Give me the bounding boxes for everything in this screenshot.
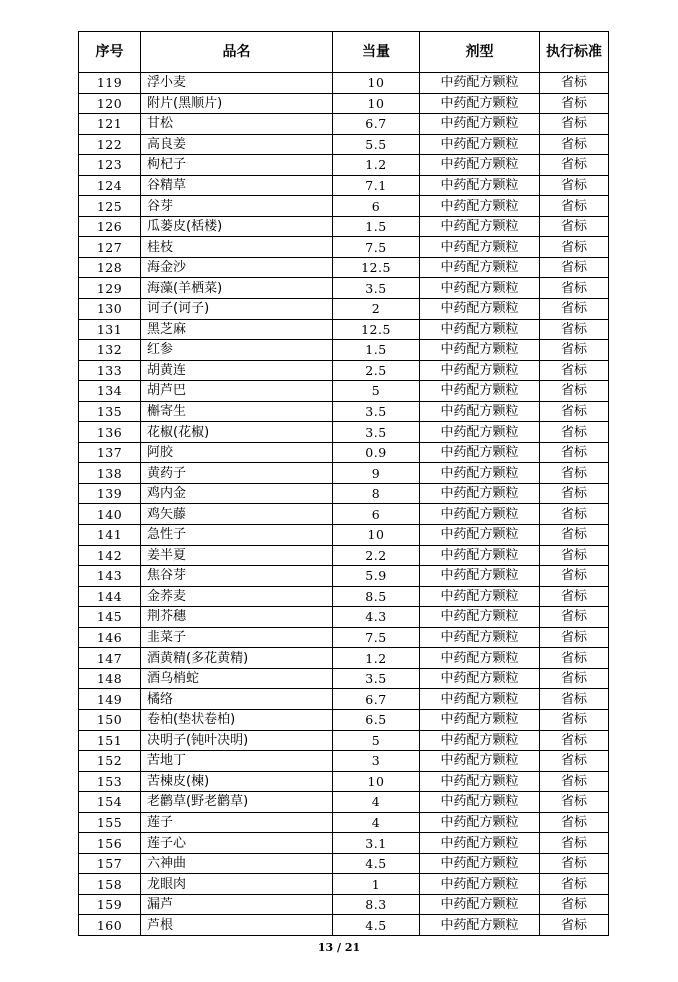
table-row bbox=[79, 216, 609, 237]
cell-name: 枸杞子 bbox=[141, 155, 333, 176]
cell-standard: 省标 bbox=[540, 812, 609, 833]
cell-dosage-form: 中药配方颗粒 bbox=[420, 833, 540, 854]
table-row bbox=[79, 627, 609, 648]
cell-standard: 省标 bbox=[540, 216, 609, 237]
cell-equivalent: 10 bbox=[333, 73, 420, 94]
table-row bbox=[79, 545, 609, 566]
cell-standard: 省标 bbox=[540, 175, 609, 196]
cell-equivalent: 4.5 bbox=[333, 853, 420, 874]
table-row bbox=[79, 689, 609, 710]
cell-equivalent: 5.5 bbox=[333, 134, 420, 155]
table-row bbox=[79, 483, 609, 504]
cell-dosage-form: 中药配方颗粒 bbox=[420, 915, 540, 936]
table-body bbox=[79, 73, 609, 936]
cell-equivalent: 2.2 bbox=[333, 545, 420, 566]
cell-name: 瓜蒌皮(栝楼) bbox=[141, 216, 333, 237]
cell-name: 急性子 bbox=[141, 525, 333, 546]
table-row bbox=[79, 853, 609, 874]
cell-name: 花椒(花椒) bbox=[141, 422, 333, 443]
cell-name: 胡黄连 bbox=[141, 360, 333, 381]
cell-index: 149 bbox=[79, 689, 141, 710]
cell-standard: 省标 bbox=[540, 196, 609, 217]
cell-index: 150 bbox=[79, 709, 141, 730]
cell-standard: 省标 bbox=[540, 545, 609, 566]
cell-dosage-form: 中药配方颗粒 bbox=[420, 278, 540, 299]
cell-equivalent: 10 bbox=[333, 525, 420, 546]
table-row bbox=[79, 196, 609, 217]
cell-equivalent: 3 bbox=[333, 751, 420, 772]
cell-index: 141 bbox=[79, 525, 141, 546]
cell-equivalent: 5 bbox=[333, 730, 420, 751]
table-row bbox=[79, 812, 609, 833]
table-row bbox=[79, 114, 609, 135]
cell-equivalent: 2.5 bbox=[333, 360, 420, 381]
table-row bbox=[79, 792, 609, 813]
cell-dosage-form: 中药配方颗粒 bbox=[420, 134, 540, 155]
cell-standard: 省标 bbox=[540, 792, 609, 813]
cell-dosage-form: 中药配方颗粒 bbox=[420, 689, 540, 710]
cell-index: 135 bbox=[79, 401, 141, 422]
header-standard: 执行标准 bbox=[540, 32, 609, 73]
cell-index: 148 bbox=[79, 668, 141, 689]
cell-standard: 省标 bbox=[540, 360, 609, 381]
cell-index: 140 bbox=[79, 504, 141, 525]
cell-index: 157 bbox=[79, 853, 141, 874]
cell-standard: 省标 bbox=[540, 381, 609, 402]
cell-standard: 省标 bbox=[540, 771, 609, 792]
cell-standard: 省标 bbox=[540, 73, 609, 94]
cell-equivalent: 3.5 bbox=[333, 422, 420, 443]
cell-name: 莲子心 bbox=[141, 833, 333, 854]
table-row bbox=[79, 463, 609, 484]
cell-name: 海金沙 bbox=[141, 257, 333, 278]
cell-standard: 省标 bbox=[540, 566, 609, 587]
cell-dosage-form: 中药配方颗粒 bbox=[420, 483, 540, 504]
table-row bbox=[79, 360, 609, 381]
table-header bbox=[79, 32, 609, 73]
cell-name: 漏芦 bbox=[141, 894, 333, 915]
cell-name: 黄药子 bbox=[141, 463, 333, 484]
cell-equivalent: 4 bbox=[333, 792, 420, 813]
cell-name: 卷柏(垫状卷柏) bbox=[141, 709, 333, 730]
cell-standard: 省标 bbox=[540, 422, 609, 443]
cell-equivalent: 5 bbox=[333, 381, 420, 402]
cell-index: 158 bbox=[79, 874, 141, 895]
cell-name: 甘松 bbox=[141, 114, 333, 135]
table-row bbox=[79, 442, 609, 463]
cell-dosage-form: 中药配方颗粒 bbox=[420, 730, 540, 751]
cell-dosage-form: 中药配方颗粒 bbox=[420, 545, 540, 566]
cell-dosage-form: 中药配方颗粒 bbox=[420, 771, 540, 792]
cell-equivalent: 1.2 bbox=[333, 648, 420, 669]
page-number: 13 / 21 bbox=[317, 941, 361, 954]
cell-equivalent: 5.9 bbox=[333, 566, 420, 587]
table-row bbox=[79, 668, 609, 689]
table-row bbox=[79, 894, 609, 915]
cell-standard: 省标 bbox=[540, 299, 609, 320]
cell-name: 胡芦巴 bbox=[141, 381, 333, 402]
cell-index: 123 bbox=[79, 155, 141, 176]
cell-index: 136 bbox=[79, 422, 141, 443]
cell-name: 谷芽 bbox=[141, 196, 333, 217]
cell-name: 酒乌梢蛇 bbox=[141, 668, 333, 689]
cell-name: 酒黄精(多花黄精) bbox=[141, 648, 333, 669]
cell-standard: 省标 bbox=[540, 730, 609, 751]
cell-dosage-form: 中药配方颗粒 bbox=[420, 607, 540, 628]
cell-equivalent: 1.5 bbox=[333, 216, 420, 237]
cell-standard: 省标 bbox=[540, 853, 609, 874]
cell-equivalent: 4 bbox=[333, 812, 420, 833]
cell-dosage-form: 中药配方颗粒 bbox=[420, 360, 540, 381]
table-row bbox=[79, 401, 609, 422]
cell-index: 133 bbox=[79, 360, 141, 381]
table-row bbox=[79, 155, 609, 176]
cell-equivalent: 3.5 bbox=[333, 401, 420, 422]
cell-equivalent: 3.5 bbox=[333, 278, 420, 299]
cell-index: 121 bbox=[79, 114, 141, 135]
cell-index: 159 bbox=[79, 894, 141, 915]
table-row bbox=[79, 93, 609, 114]
cell-standard: 省标 bbox=[540, 442, 609, 463]
cell-equivalent: 6.7 bbox=[333, 114, 420, 135]
cell-name: 阿胶 bbox=[141, 442, 333, 463]
cell-name: 鸡内金 bbox=[141, 483, 333, 504]
table-row bbox=[79, 874, 609, 895]
cell-dosage-form: 中药配方颗粒 bbox=[420, 853, 540, 874]
cell-standard: 省标 bbox=[540, 340, 609, 361]
cell-dosage-form: 中药配方颗粒 bbox=[420, 504, 540, 525]
cell-name: 决明子(钝叶决明) bbox=[141, 730, 333, 751]
cell-equivalent: 1.2 bbox=[333, 155, 420, 176]
cell-dosage-form: 中药配方颗粒 bbox=[420, 442, 540, 463]
cell-equivalent: 4.5 bbox=[333, 915, 420, 936]
cell-name: 海藻(羊栖菜) bbox=[141, 278, 333, 299]
cell-dosage-form: 中药配方颗粒 bbox=[420, 93, 540, 114]
table-row bbox=[79, 566, 609, 587]
cell-dosage-form: 中药配方颗粒 bbox=[420, 340, 540, 361]
cell-name: 姜半夏 bbox=[141, 545, 333, 566]
cell-equivalent: 4.3 bbox=[333, 607, 420, 628]
cell-name: 莲子 bbox=[141, 812, 333, 833]
cell-index: 132 bbox=[79, 340, 141, 361]
cell-name: 黑芝麻 bbox=[141, 319, 333, 340]
cell-standard: 省标 bbox=[540, 607, 609, 628]
cell-index: 129 bbox=[79, 278, 141, 299]
cell-name: 浮小麦 bbox=[141, 73, 333, 94]
cell-standard: 省标 bbox=[540, 93, 609, 114]
cell-dosage-form: 中药配方颗粒 bbox=[420, 319, 540, 340]
cell-index: 153 bbox=[79, 771, 141, 792]
header-row bbox=[79, 32, 609, 73]
cell-equivalent: 12.5 bbox=[333, 257, 420, 278]
table-row bbox=[79, 134, 609, 155]
cell-standard: 省标 bbox=[540, 627, 609, 648]
cell-equivalent: 6 bbox=[333, 196, 420, 217]
cell-name: 金荞麦 bbox=[141, 586, 333, 607]
cell-name: 六神曲 bbox=[141, 853, 333, 874]
cell-dosage-form: 中药配方颗粒 bbox=[420, 237, 540, 258]
cell-equivalent: 7.5 bbox=[333, 627, 420, 648]
cell-name: 荆芥穗 bbox=[141, 607, 333, 628]
cell-name: 高良姜 bbox=[141, 134, 333, 155]
cell-standard: 省标 bbox=[540, 874, 609, 895]
table-row bbox=[79, 278, 609, 299]
cell-equivalent: 9 bbox=[333, 463, 420, 484]
cell-dosage-form: 中药配方颗粒 bbox=[420, 668, 540, 689]
cell-name: 红参 bbox=[141, 340, 333, 361]
header-dosage-form: 剂型 bbox=[420, 32, 540, 73]
cell-standard: 省标 bbox=[540, 668, 609, 689]
drug-table bbox=[78, 31, 609, 936]
cell-index: 130 bbox=[79, 299, 141, 320]
cell-equivalent: 8 bbox=[333, 483, 420, 504]
table-row bbox=[79, 504, 609, 525]
header-index: 序号 bbox=[79, 32, 141, 73]
table-row bbox=[79, 709, 609, 730]
cell-dosage-form: 中药配方颗粒 bbox=[420, 792, 540, 813]
cell-standard: 省标 bbox=[540, 155, 609, 176]
cell-equivalent: 1 bbox=[333, 874, 420, 895]
cell-name: 苦地丁 bbox=[141, 751, 333, 772]
cell-standard: 省标 bbox=[540, 237, 609, 258]
cell-index: 160 bbox=[79, 915, 141, 936]
cell-name: 谷精草 bbox=[141, 175, 333, 196]
table-row bbox=[79, 586, 609, 607]
cell-name: 附片(黑顺片) bbox=[141, 93, 333, 114]
cell-index: 154 bbox=[79, 792, 141, 813]
cell-dosage-form: 中药配方颗粒 bbox=[420, 894, 540, 915]
cell-equivalent: 7.5 bbox=[333, 237, 420, 258]
cell-dosage-form: 中药配方颗粒 bbox=[420, 586, 540, 607]
cell-dosage-form: 中药配方颗粒 bbox=[420, 196, 540, 217]
cell-dosage-form: 中药配方颗粒 bbox=[420, 114, 540, 135]
cell-name: 韭菜子 bbox=[141, 627, 333, 648]
cell-standard: 省标 bbox=[540, 648, 609, 669]
cell-dosage-form: 中药配方颗粒 bbox=[420, 422, 540, 443]
cell-index: 146 bbox=[79, 627, 141, 648]
cell-standard: 省标 bbox=[540, 401, 609, 422]
cell-standard: 省标 bbox=[540, 709, 609, 730]
table-row bbox=[79, 319, 609, 340]
cell-dosage-form: 中药配方颗粒 bbox=[420, 381, 540, 402]
cell-name: 桂枝 bbox=[141, 237, 333, 258]
table-row bbox=[79, 607, 609, 628]
cell-standard: 省标 bbox=[540, 483, 609, 504]
table-row bbox=[79, 257, 609, 278]
cell-equivalent: 10 bbox=[333, 93, 420, 114]
cell-index: 143 bbox=[79, 566, 141, 587]
cell-standard: 省标 bbox=[540, 504, 609, 525]
cell-index: 124 bbox=[79, 175, 141, 196]
table-row bbox=[79, 771, 609, 792]
cell-name: 苦楝皮(楝) bbox=[141, 771, 333, 792]
cell-dosage-form: 中药配方颗粒 bbox=[420, 648, 540, 669]
table-row bbox=[79, 525, 609, 546]
cell-dosage-form: 中药配方颗粒 bbox=[420, 216, 540, 237]
cell-standard: 省标 bbox=[540, 833, 609, 854]
cell-equivalent: 3.1 bbox=[333, 833, 420, 854]
cell-name: 诃子(诃子) bbox=[141, 299, 333, 320]
cell-index: 151 bbox=[79, 730, 141, 751]
cell-index: 147 bbox=[79, 648, 141, 669]
cell-index: 155 bbox=[79, 812, 141, 833]
cell-dosage-form: 中药配方颗粒 bbox=[420, 566, 540, 587]
table-row bbox=[79, 648, 609, 669]
cell-index: 139 bbox=[79, 483, 141, 504]
cell-dosage-form: 中药配方颗粒 bbox=[420, 401, 540, 422]
cell-index: 126 bbox=[79, 216, 141, 237]
cell-equivalent: 0.9 bbox=[333, 442, 420, 463]
cell-index: 120 bbox=[79, 93, 141, 114]
cell-equivalent: 12.5 bbox=[333, 319, 420, 340]
cell-equivalent: 6.5 bbox=[333, 709, 420, 730]
cell-equivalent: 7.1 bbox=[333, 175, 420, 196]
cell-standard: 省标 bbox=[540, 114, 609, 135]
cell-equivalent: 10 bbox=[333, 771, 420, 792]
cell-equivalent: 2 bbox=[333, 299, 420, 320]
cell-equivalent: 3.5 bbox=[333, 668, 420, 689]
cell-equivalent: 1.5 bbox=[333, 340, 420, 361]
cell-equivalent: 6.7 bbox=[333, 689, 420, 710]
cell-standard: 省标 bbox=[540, 278, 609, 299]
cell-dosage-form: 中药配方颗粒 bbox=[420, 874, 540, 895]
cell-index: 125 bbox=[79, 196, 141, 217]
cell-dosage-form: 中药配方颗粒 bbox=[420, 812, 540, 833]
cell-standard: 省标 bbox=[540, 915, 609, 936]
table-row bbox=[79, 299, 609, 320]
cell-name: 鸡矢藤 bbox=[141, 504, 333, 525]
table-row bbox=[79, 751, 609, 772]
cell-index: 119 bbox=[79, 73, 141, 94]
table-row bbox=[79, 175, 609, 196]
cell-name: 芦根 bbox=[141, 915, 333, 936]
cell-equivalent: 8.3 bbox=[333, 894, 420, 915]
cell-index: 137 bbox=[79, 442, 141, 463]
cell-dosage-form: 中药配方颗粒 bbox=[420, 751, 540, 772]
cell-index: 144 bbox=[79, 586, 141, 607]
cell-name: 橘络 bbox=[141, 689, 333, 710]
cell-dosage-form: 中药配方颗粒 bbox=[420, 257, 540, 278]
cell-name: 龙眼肉 bbox=[141, 874, 333, 895]
cell-dosage-form: 中药配方颗粒 bbox=[420, 709, 540, 730]
cell-dosage-form: 中药配方颗粒 bbox=[420, 73, 540, 94]
cell-index: 138 bbox=[79, 463, 141, 484]
cell-standard: 省标 bbox=[540, 319, 609, 340]
cell-standard: 省标 bbox=[540, 134, 609, 155]
cell-index: 122 bbox=[79, 134, 141, 155]
cell-name: 老鹳草(野老鹳草) bbox=[141, 792, 333, 813]
cell-name: 槲寄生 bbox=[141, 401, 333, 422]
cell-standard: 省标 bbox=[540, 586, 609, 607]
cell-name: 焦谷芽 bbox=[141, 566, 333, 587]
cell-index: 128 bbox=[79, 257, 141, 278]
cell-index: 145 bbox=[79, 607, 141, 628]
cell-standard: 省标 bbox=[540, 463, 609, 484]
cell-standard: 省标 bbox=[540, 894, 609, 915]
header-equivalent: 当量 bbox=[333, 32, 420, 73]
table-row bbox=[79, 340, 609, 361]
cell-dosage-form: 中药配方颗粒 bbox=[420, 155, 540, 176]
header-name: 品名 bbox=[141, 32, 333, 73]
cell-index: 152 bbox=[79, 751, 141, 772]
table-row bbox=[79, 73, 609, 94]
table-row bbox=[79, 422, 609, 443]
table-row bbox=[79, 237, 609, 258]
table-row bbox=[79, 915, 609, 936]
cell-standard: 省标 bbox=[540, 689, 609, 710]
cell-index: 127 bbox=[79, 237, 141, 258]
cell-equivalent: 8.5 bbox=[333, 586, 420, 607]
cell-standard: 省标 bbox=[540, 257, 609, 278]
cell-standard: 省标 bbox=[540, 525, 609, 546]
cell-index: 131 bbox=[79, 319, 141, 340]
table-row bbox=[79, 381, 609, 402]
cell-equivalent: 6 bbox=[333, 504, 420, 525]
cell-index: 156 bbox=[79, 833, 141, 854]
table-row bbox=[79, 730, 609, 751]
cell-index: 134 bbox=[79, 381, 141, 402]
cell-standard: 省标 bbox=[540, 751, 609, 772]
cell-dosage-form: 中药配方颗粒 bbox=[420, 463, 540, 484]
cell-dosage-form: 中药配方颗粒 bbox=[420, 525, 540, 546]
cell-dosage-form: 中药配方颗粒 bbox=[420, 299, 540, 320]
table-row bbox=[79, 833, 609, 854]
cell-index: 142 bbox=[79, 545, 141, 566]
cell-dosage-form: 中药配方颗粒 bbox=[420, 175, 540, 196]
cell-dosage-form: 中药配方颗粒 bbox=[420, 627, 540, 648]
